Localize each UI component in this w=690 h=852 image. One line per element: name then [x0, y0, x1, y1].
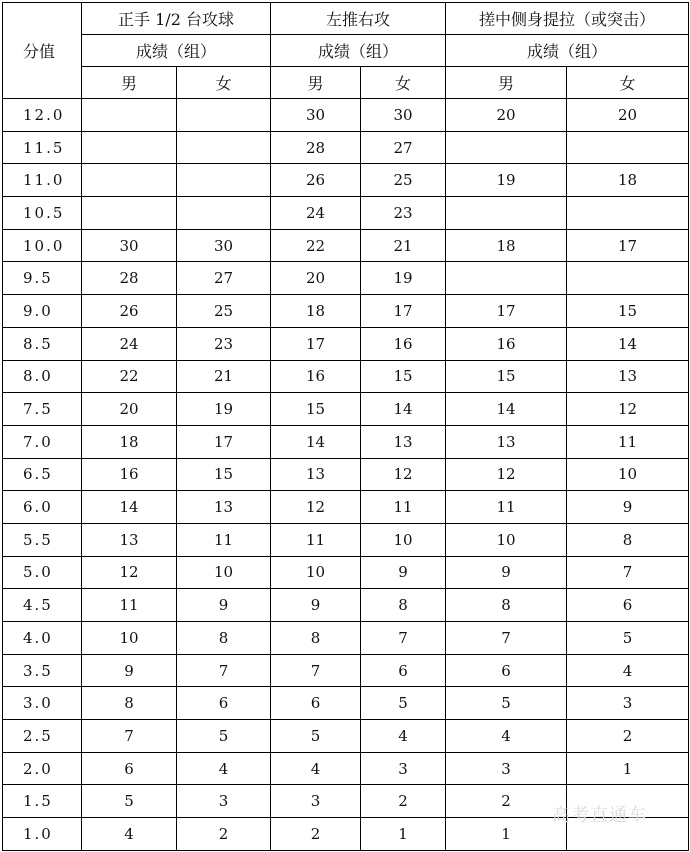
result-cell: 30	[271, 99, 361, 132]
result-cell	[82, 164, 177, 197]
score-value: 11.0	[3, 164, 82, 197]
result-cell: 14	[567, 327, 689, 360]
score-table	[2, 2, 689, 851]
female-header: 女	[567, 67, 689, 99]
result-cell: 10	[82, 622, 177, 655]
table-row	[3, 131, 689, 164]
score-value: 5.5	[3, 523, 82, 556]
result-cell	[567, 262, 689, 295]
result-cell: 24	[82, 327, 177, 360]
result-cell: 23	[361, 197, 446, 230]
result-cell: 9	[446, 556, 567, 589]
result-cell: 10	[271, 556, 361, 589]
table-header	[3, 3, 689, 99]
male-header: 男	[446, 67, 567, 99]
score-value: 10.5	[3, 197, 82, 230]
result-cell: 18	[82, 425, 177, 458]
result-cell: 15	[567, 295, 689, 328]
result-cell: 14	[271, 425, 361, 458]
score-value: 5.0	[3, 556, 82, 589]
result-cell: 1	[361, 818, 446, 851]
result-cell	[82, 99, 177, 132]
result-cell: 30	[82, 229, 177, 262]
result-cell	[177, 164, 271, 197]
result-cell: 12	[567, 393, 689, 426]
result-cell	[177, 99, 271, 132]
score-value: 11.5	[3, 131, 82, 164]
score-value: 4.0	[3, 622, 82, 655]
result-cell: 3	[567, 687, 689, 720]
score-value: 3.5	[3, 654, 82, 687]
result-cell	[82, 131, 177, 164]
result-cell: 8	[567, 523, 689, 556]
result-cell: 1	[567, 752, 689, 785]
result-cell	[177, 131, 271, 164]
result-cell: 15	[446, 360, 567, 393]
score-value: 9.5	[3, 262, 82, 295]
result-cell: 22	[82, 360, 177, 393]
result-cell: 30	[177, 229, 271, 262]
result-cell: 20	[82, 393, 177, 426]
result-cell: 3	[446, 752, 567, 785]
score-value: 6.0	[3, 491, 82, 524]
table-row	[3, 687, 689, 720]
group-title-chop-pull: 搓中侧身提拉（或突击）	[446, 3, 689, 35]
score-value: 9.0	[3, 295, 82, 328]
result-cell: 11	[567, 425, 689, 458]
result-cell: 17	[446, 295, 567, 328]
score-value: 8.0	[3, 360, 82, 393]
female-header: 女	[177, 67, 271, 99]
result-cell: 19	[361, 262, 446, 295]
result-cell: 20	[271, 262, 361, 295]
result-cell: 18	[271, 295, 361, 328]
score-value: 12.0	[3, 99, 82, 132]
result-cell: 25	[177, 295, 271, 328]
table-row	[3, 393, 689, 426]
result-cell: 16	[446, 327, 567, 360]
result-cell: 16	[361, 327, 446, 360]
table-row	[3, 622, 689, 655]
score-value: 6.5	[3, 458, 82, 491]
group-subtitle-push-attack: 成绩（组）	[271, 35, 446, 67]
result-cell: 2	[271, 818, 361, 851]
table-row	[3, 523, 689, 556]
result-cell: 6	[361, 654, 446, 687]
result-cell: 16	[82, 458, 177, 491]
result-cell: 15	[271, 393, 361, 426]
table-row	[3, 327, 689, 360]
result-cell: 3	[177, 785, 271, 818]
result-cell: 21	[177, 360, 271, 393]
result-cell: 11	[271, 523, 361, 556]
result-cell: 14	[361, 393, 446, 426]
result-cell: 9	[567, 491, 689, 524]
result-cell: 12	[446, 458, 567, 491]
result-cell: 30	[361, 99, 446, 132]
table-row	[3, 458, 689, 491]
score-value: 10.0	[3, 229, 82, 262]
result-cell: 17	[361, 295, 446, 328]
score-value: 7.5	[3, 393, 82, 426]
result-cell: 6	[271, 687, 361, 720]
result-cell: 9	[177, 589, 271, 622]
table-row	[3, 197, 689, 230]
result-cell: 11	[82, 589, 177, 622]
score-value: 8.5	[3, 327, 82, 360]
result-cell	[446, 131, 567, 164]
result-cell: 4	[446, 720, 567, 753]
female-header: 女	[361, 67, 446, 99]
table-row	[3, 295, 689, 328]
result-cell: 13	[177, 491, 271, 524]
result-cell: 15	[361, 360, 446, 393]
result-cell: 7	[446, 622, 567, 655]
result-cell: 10	[567, 458, 689, 491]
result-cell: 7	[271, 654, 361, 687]
result-cell: 13	[567, 360, 689, 393]
result-cell: 19	[177, 393, 271, 426]
result-cell: 8	[271, 622, 361, 655]
result-cell: 20	[567, 99, 689, 132]
result-cell: 16	[271, 360, 361, 393]
score-value: 3.0	[3, 687, 82, 720]
table-row	[3, 491, 689, 524]
result-cell: 12	[361, 458, 446, 491]
result-cell: 6	[446, 654, 567, 687]
result-cell: 26	[271, 164, 361, 197]
table-row	[3, 99, 689, 132]
table-row	[3, 752, 689, 785]
result-cell: 3	[361, 752, 446, 785]
table-row	[3, 360, 689, 393]
result-cell: 27	[177, 262, 271, 295]
male-header: 男	[82, 67, 177, 99]
table-row	[3, 589, 689, 622]
male-header: 男	[271, 67, 361, 99]
result-cell: 10	[446, 523, 567, 556]
result-cell: 12	[82, 556, 177, 589]
result-cell: 12	[271, 491, 361, 524]
result-cell: 28	[271, 131, 361, 164]
result-cell: 27	[361, 131, 446, 164]
result-cell: 5	[361, 687, 446, 720]
result-cell: 3	[271, 785, 361, 818]
result-cell: 5	[271, 720, 361, 753]
result-cell: 19	[446, 164, 567, 197]
group-title-forehand: 正手 1/2 台攻球	[82, 3, 271, 35]
result-cell: 1	[446, 818, 567, 851]
result-cell: 25	[361, 164, 446, 197]
result-cell: 28	[82, 262, 177, 295]
result-cell: 22	[271, 229, 361, 262]
result-cell: 11	[177, 523, 271, 556]
result-cell: 18	[446, 229, 567, 262]
result-cell	[177, 197, 271, 230]
table-row	[3, 164, 689, 197]
result-cell: 23	[177, 327, 271, 360]
result-cell: 15	[177, 458, 271, 491]
result-cell: 5	[567, 622, 689, 655]
result-cell: 7	[361, 622, 446, 655]
result-cell: 8	[177, 622, 271, 655]
table-row	[3, 556, 689, 589]
table-row	[3, 425, 689, 458]
result-cell: 13	[446, 425, 567, 458]
result-cell: 8	[361, 589, 446, 622]
result-cell: 13	[271, 458, 361, 491]
score-value: 4.5	[3, 589, 82, 622]
result-cell	[446, 197, 567, 230]
score-value: 2.0	[3, 752, 82, 785]
result-cell: 17	[271, 327, 361, 360]
result-cell: 13	[82, 523, 177, 556]
result-cell: 6	[82, 752, 177, 785]
result-cell: 9	[271, 589, 361, 622]
result-cell: 5	[177, 720, 271, 753]
result-cell: 4	[177, 752, 271, 785]
score-column-header: 分值	[3, 3, 82, 99]
result-cell: 5	[446, 687, 567, 720]
result-cell: 7	[82, 720, 177, 753]
result-cell: 5	[82, 785, 177, 818]
result-cell: 21	[361, 229, 446, 262]
result-cell: 10	[177, 556, 271, 589]
table-row	[3, 229, 689, 262]
table-body	[3, 99, 689, 851]
result-cell: 17	[177, 425, 271, 458]
result-cell: 26	[82, 295, 177, 328]
result-cell: 8	[82, 687, 177, 720]
result-cell: 2	[567, 720, 689, 753]
result-cell: 24	[271, 197, 361, 230]
result-cell: 7	[177, 654, 271, 687]
result-cell: 6	[177, 687, 271, 720]
score-value: 1.0	[3, 818, 82, 851]
group-subtitle-forehand: 成绩（组）	[82, 35, 271, 67]
group-subtitle-chop-pull: 成绩（组）	[446, 35, 689, 67]
result-cell: 4	[567, 654, 689, 687]
table-row	[3, 720, 689, 753]
result-cell: 4	[82, 818, 177, 851]
score-value: 2.5	[3, 720, 82, 753]
result-cell: 2	[446, 785, 567, 818]
result-cell: 8	[446, 589, 567, 622]
result-cell: 20	[446, 99, 567, 132]
result-cell: 11	[361, 491, 446, 524]
result-cell: 7	[567, 556, 689, 589]
result-cell: 14	[82, 491, 177, 524]
result-cell: 13	[361, 425, 446, 458]
result-cell	[567, 197, 689, 230]
result-cell	[567, 131, 689, 164]
result-cell: 9	[361, 556, 446, 589]
score-value: 1.5	[3, 785, 82, 818]
result-cell: 6	[567, 589, 689, 622]
table-row	[3, 262, 689, 295]
table-row	[3, 654, 689, 687]
result-cell: 18	[567, 164, 689, 197]
result-cell: 2	[177, 818, 271, 851]
result-cell: 4	[361, 720, 446, 753]
score-value: 7.0	[3, 425, 82, 458]
group-title-push-attack: 左推右攻	[271, 3, 446, 35]
result-cell: 4	[271, 752, 361, 785]
result-cell: 11	[446, 491, 567, 524]
result-cell: 17	[567, 229, 689, 262]
result-cell: 2	[361, 785, 446, 818]
watermark-text: 高考直通车	[552, 805, 647, 826]
result-cell	[82, 197, 177, 230]
result-cell: 10	[361, 523, 446, 556]
result-cell: 14	[446, 393, 567, 426]
result-cell	[446, 262, 567, 295]
result-cell: 9	[82, 654, 177, 687]
